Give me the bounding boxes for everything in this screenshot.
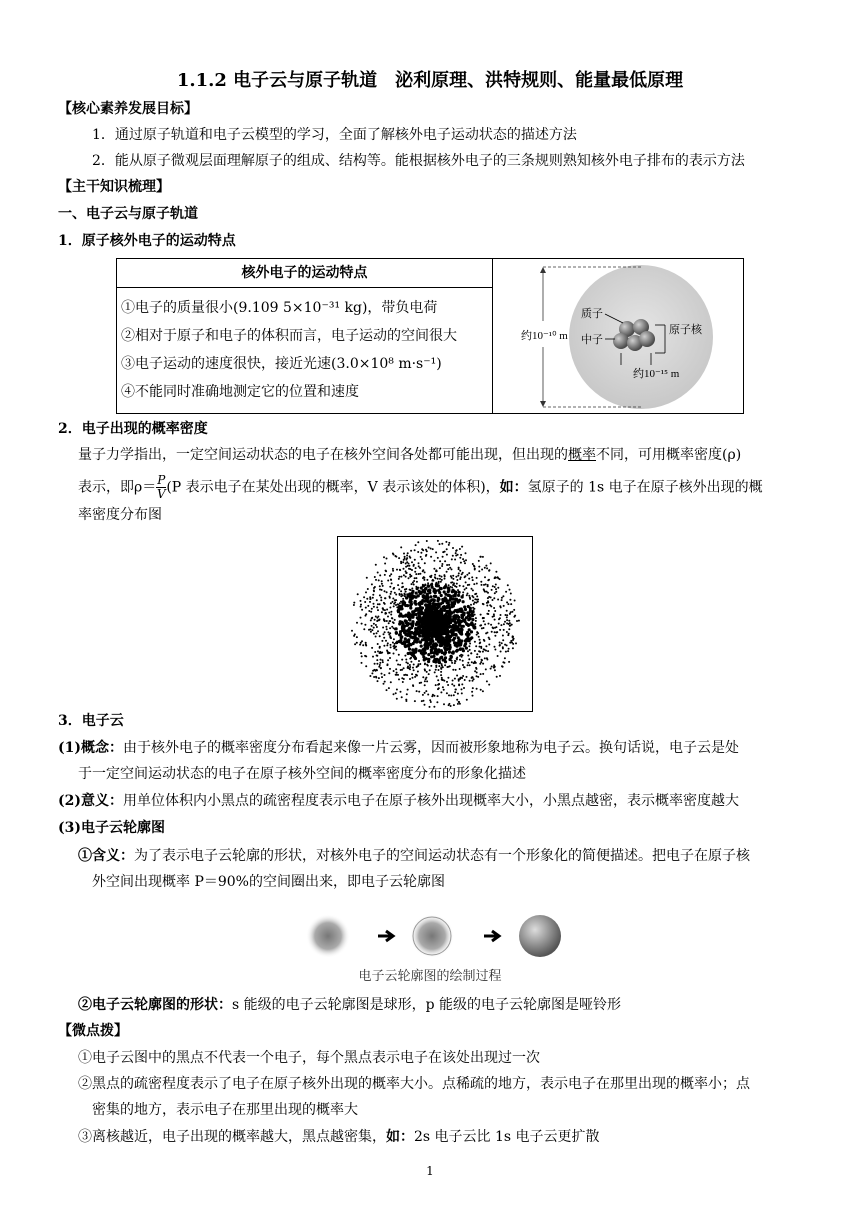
density-text: (P 表示电子在某处出现的概率，V 表示该处的体积)， <box>166 479 500 496</box>
table-item-2: ②相对于原子和电子的体积而言，电子运动的空间很大 <box>121 328 457 344</box>
contour-heading: (3)电子云轮廓图 <box>58 820 165 836</box>
figure-caption: 电子云轮廓图的绘制过程 <box>358 969 502 984</box>
density-text: 不同，可用概率密度(ρ) <box>596 447 742 463</box>
tip-2b: 密集的地方，表示电子在那里出现的概率大 <box>92 1102 358 1118</box>
cloud-stage-3 <box>519 915 561 957</box>
density-formula <box>156 474 166 501</box>
meaning-line <box>58 790 739 812</box>
density-text: 表示，即ρ＝ <box>78 479 157 496</box>
density-text: 量子力学指出，一定空间运动状态的电子在核外空间各处都可能出现，但出现的 <box>78 447 568 463</box>
goal-1: 1．通过原子轨道和电子云模型的学习，全面了解核外电子运动状态的描述方法 <box>92 127 577 143</box>
contour-shape-label: ②电子云轮廓图的形状： <box>78 997 232 1013</box>
part1-heading: 一、电子云与原子轨道 <box>58 206 198 222</box>
hydrogen-1s-density-image <box>337 536 533 712</box>
atom-diagram <box>493 259 743 413</box>
knowledge-heading: 【主干知识梳理】 <box>58 179 170 195</box>
contour-drawing-process-image <box>300 910 570 962</box>
contour-shape-text: s 能级的电子云轮廓图是球形，p 能级的电子云轮廓图是哑铃形 <box>232 997 622 1013</box>
cloud-stage-2 <box>410 914 454 958</box>
tip-3-example-label: 如： <box>386 1129 414 1145</box>
concept-text: 由于核外电子的概率密度分布看起来像一片云雾，因而被形象地称为电子云。换句话说，电子云是处 <box>123 740 739 756</box>
table-item-4: ④不能同时准确地测定它的位置和速度 <box>121 384 359 400</box>
meaning-label: (2)意义： <box>58 793 123 809</box>
probability-term: 概率 <box>568 447 596 463</box>
tip-2a: ②黑点的疏密程度表示了电子在原子核外出现的概率大小。点稀疏的地方，表示电子在那里出现的概率小；点 <box>78 1076 750 1092</box>
concept-label: (1)概念： <box>58 740 123 756</box>
density-para-3: 率密度分布图 <box>78 507 162 523</box>
atom-size-label: 约10⁻¹⁰ m <box>521 330 568 342</box>
contour-meaning-2: 外空间出现概率 P＝90%的空间圈出来，即电子云轮廓图 <box>92 874 445 890</box>
neutron-label: 中子 <box>581 334 603 346</box>
formula-denominator: V <box>156 487 166 501</box>
contour-meaning-label: ①含义： <box>78 848 134 864</box>
tips-heading: 【微点拨】 <box>58 1023 128 1039</box>
contour-meaning-text: 为了表示电子云轮廓的形状，对核外电子的空间运动状态有一个形象化的简便描述。把电子在原子核 <box>134 848 750 864</box>
tip-1: ①电子云图中的黑点不代表一个电子，每个黑点表示电子在该处出现过一次 <box>78 1050 540 1066</box>
meaning-text: 用单位体积内小黑点的疏密程度表示电子在原子核外出现概率大小，小黑点越密，表示概率密度越大 <box>123 793 739 809</box>
tip-3 <box>78 1126 600 1148</box>
density-para-1 <box>78 444 741 466</box>
table-item-1: ①电子的质量很小(9.109 5×10⁻³¹ kg)，带负电荷 <box>121 300 438 316</box>
concept-line-1 <box>58 737 739 759</box>
density-heading: 2．电子出现的概率密度 <box>58 421 208 437</box>
page-title: 1.1.2 电子云与原子轨道 泌利原理、洪特规则、能量最低原理 <box>176 70 684 91</box>
proton-label: 质子 <box>581 308 603 320</box>
arrow-icon <box>378 931 393 941</box>
core-goals-heading: 【核心素养发展目标】 <box>58 101 198 117</box>
goal-2: 2．能从原子微观层面理解原子的组成、结构等。能根据核外电子的三条规则熟知核外电子排布的表示方法 <box>92 153 745 169</box>
nucleus-size-label: 约10⁻¹⁵ m <box>633 368 680 380</box>
table-item-3: ③电子运动的速度很快，接近光速(3.0×10⁸ m·s⁻¹) <box>121 356 442 372</box>
page-number: 1 <box>426 1164 434 1178</box>
formula-numerator: P <box>157 473 166 487</box>
density-text: 氢原子的 1s 电子在原子核外出现的概 <box>527 479 763 496</box>
sub1-heading: 1．原子核外电子的运动特点 <box>58 233 236 249</box>
tip-3-text: ③离核越近，电子出现的概率越大，黑点越密集， <box>78 1129 386 1145</box>
cloud-stage-1 <box>306 914 350 958</box>
contour-shape-line <box>78 994 621 1016</box>
density-para-2 <box>78 474 763 501</box>
cloud-heading: 3．电子云 <box>58 713 124 729</box>
arrow-icon <box>484 931 499 941</box>
concept-line-2: 于一定空间运动状态的电子在原子核外空间的概率密度分布的形象化描述 <box>78 766 526 782</box>
density-text: 如： <box>499 479 528 496</box>
table-header: 核外电子的运动特点 <box>117 259 492 288</box>
tip-3-example: 2s 电子云比 1s 电子云更扩散 <box>414 1129 600 1145</box>
motion-table <box>116 258 744 414</box>
atom-diagram-cell <box>493 259 744 414</box>
nucleus-label: 原子核 <box>669 324 702 336</box>
contour-meaning-1 <box>78 845 750 867</box>
